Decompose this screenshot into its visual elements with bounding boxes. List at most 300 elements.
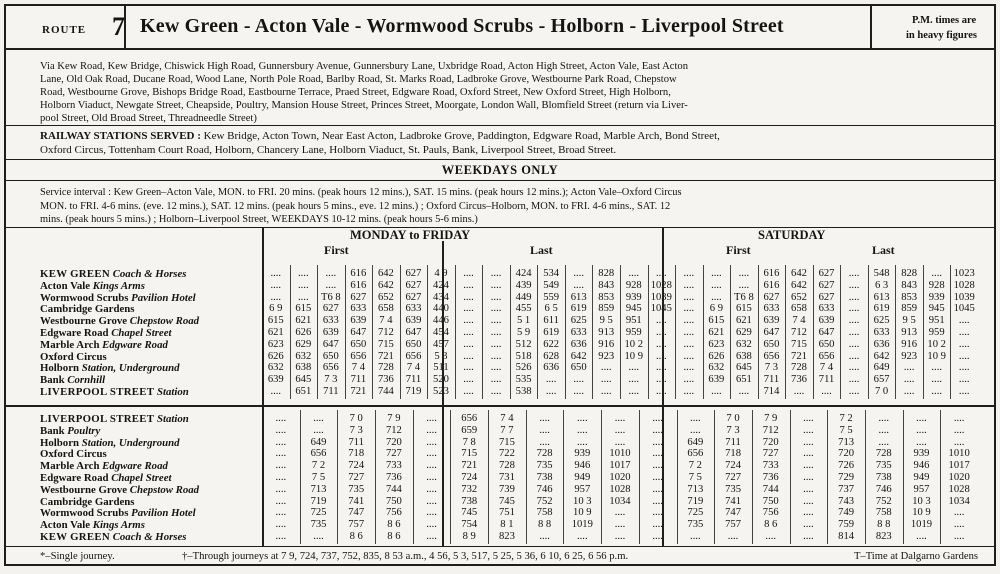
time-cell-in: 8 8: [537, 519, 552, 531]
time-cell-out: 744: [377, 386, 394, 397]
column-rule: [923, 265, 924, 399]
time-cell-in: 823: [875, 531, 892, 542]
time-cell-out: 4 9: [434, 268, 448, 279]
time-cell-out: ....: [490, 327, 502, 338]
railway-line2: Oxford Circus, Tottenham Court Road, Holborn, Chancery Lane, Holborn Viaduct, St. Pauls, Bank, Liverpool Street, Broad Street.: [40, 143, 617, 156]
time-cell-in: 7 2: [839, 413, 853, 424]
time-cell-out: 548: [873, 268, 890, 279]
time-cell-out: 626: [267, 350, 284, 362]
time-cell-out: 721: [350, 386, 367, 397]
time-cell-out: ....: [711, 291, 722, 303]
time-cell-in: 725: [687, 507, 704, 519]
time-cell-in: ....: [878, 413, 890, 424]
time-cell-in: 756: [762, 507, 779, 519]
stop-in-6: [40, 484, 199, 496]
time-cell-in: 719: [687, 495, 704, 507]
time-cell-out: 859: [598, 303, 615, 315]
time-cell-in: 756: [385, 507, 402, 519]
time-cell-out: 424: [515, 268, 532, 279]
time-cell-out: 549: [543, 279, 560, 291]
time-cell-out: 446: [433, 315, 449, 327]
time-cell-out: 656: [763, 350, 780, 362]
time-cell-out: 627: [818, 268, 835, 279]
time-cell-out: ....: [848, 303, 860, 315]
route-label: ROUTE: [42, 24, 87, 36]
time-cell-in: 728: [875, 448, 892, 460]
time-cell-in: ....: [916, 436, 927, 448]
column-rule: [372, 265, 373, 399]
time-cell-out: 843: [598, 279, 615, 291]
time-cell-out: 828: [598, 268, 615, 279]
time-cell-out: 633: [763, 303, 780, 315]
via-line: pool Street, Old Broad Street, Threadneedle Street): [40, 113, 257, 124]
divider: [6, 546, 994, 547]
time-cell-out: 629: [295, 338, 312, 350]
stop-in-7: [40, 496, 134, 508]
time-cell-in: 727: [385, 448, 402, 460]
time-cell-out: ....: [463, 350, 474, 362]
dalgarno-note: T–Time at Dalgarno Gardens: [853, 551, 978, 562]
time-cell-in: 1034: [609, 495, 631, 507]
stop-in-10: [40, 531, 187, 543]
time-cell-out: 636: [873, 338, 890, 350]
column-rule: [840, 265, 841, 399]
time-cell-in: ....: [275, 424, 287, 436]
time-cell-out: 636: [570, 338, 587, 350]
time-cell-in: ....: [275, 531, 287, 542]
time-cell-out: ....: [656, 386, 667, 397]
stop-landmark: Kings Arms: [90, 279, 145, 292]
divider: [6, 159, 994, 160]
column-rule: [345, 265, 346, 399]
time-cell-out: 629: [735, 327, 752, 338]
time-cell-out: 639: [818, 315, 835, 327]
time-cell-in: 728: [498, 460, 515, 472]
time-cell-out: ....: [490, 350, 502, 362]
time-cell-in: 739: [498, 483, 515, 495]
time-cell-in: ....: [313, 424, 324, 436]
time-cell-out: 639: [708, 374, 725, 386]
time-cell-in: ....: [539, 413, 550, 424]
time-cell-out: 611: [543, 315, 559, 327]
stop-name: Edgware Road: [40, 327, 109, 339]
time-cell-in: ....: [275, 448, 287, 460]
time-cell-out: ....: [298, 268, 309, 279]
time-cell-in: 1017: [948, 460, 970, 472]
time-cell-out: 853: [901, 291, 918, 303]
time-cell-in: ....: [652, 460, 663, 472]
via-line: Lane, Old Oak Road, Ducane Road, Wood Lane, North Pole Road, Barlby Road, St. Marks Road, Ladbroke Grove, Westbourne Park Road, Chepstow: [40, 74, 677, 85]
stop-out-8: [40, 362, 180, 374]
railway-line1: Kew Bridge, Acton Town, Near East Acton, Ladbroke Grove, Paddington, Edgware Road, Marble Arch, Bond Street,: [203, 130, 720, 142]
time-cell-in: 656: [687, 448, 704, 460]
time-cell-out: 1023: [953, 268, 975, 279]
time-cell-out: 728: [377, 362, 394, 374]
time-cell-in: 715: [498, 436, 515, 448]
time-cell-out: ....: [931, 374, 942, 386]
time-cell-in: ....: [803, 413, 814, 424]
time-cell-in: 10 9: [912, 507, 931, 519]
time-cell-out: 628: [543, 350, 560, 362]
time-cell-in: 7 5: [311, 472, 326, 483]
time-cell-out: 526: [515, 362, 532, 374]
time-cell-in: 727: [348, 472, 365, 483]
last-heading-weekday: Last: [530, 243, 553, 257]
time-cell-out: 520: [433, 374, 449, 386]
time-cell-in: 736: [762, 472, 779, 483]
time-cell-out: 613: [873, 291, 890, 303]
time-cell-in: 749: [838, 507, 855, 519]
time-cell-in: 737: [838, 483, 855, 495]
time-cell-out: 645: [295, 374, 312, 386]
time-cell-in: ....: [803, 507, 814, 519]
time-cell-out: ....: [490, 268, 502, 279]
column-rule: [427, 265, 428, 399]
column-rule: [400, 265, 401, 399]
time-cell-in: ....: [275, 507, 287, 519]
time-cell-in: 823: [498, 531, 515, 542]
time-cell-out: ....: [628, 268, 640, 279]
interval-line: Service interval : Kew Green–Acton Vale, MON. to FRI. 20 mins. (peak hours 12 mins.), SAT. 15 mins. (peak hours 12 mins.); Acton Vale–Oxford Circus: [40, 187, 682, 198]
time-cell-in: 7 2: [688, 460, 702, 472]
time-cell-out: 613: [570, 291, 587, 303]
stop-in-8: [40, 507, 196, 519]
stop-out-5: [40, 327, 171, 339]
time-cell-in: ....: [577, 531, 588, 542]
time-cell-out: 959: [928, 327, 945, 338]
time-cell-out: 5 3: [434, 350, 448, 362]
time-cell-out: 10 2: [624, 338, 644, 350]
time-cell-in: 946: [913, 460, 930, 472]
route-via-description: [40, 60, 980, 125]
route-title: Kew Green - Acton Vale - Wormwood Scrubs - Holborn - Liverpool Street: [140, 15, 784, 37]
time-cell-out: ....: [738, 279, 750, 291]
stop-out-2: [40, 292, 196, 304]
time-cell-in: 726: [838, 460, 855, 472]
stop-out-7: [40, 351, 107, 363]
stop-landmark: Cornhill: [64, 374, 106, 387]
time-cell-out: 923: [901, 350, 918, 362]
time-cell-in: 724: [725, 460, 741, 472]
time-cell-out: ....: [931, 362, 942, 374]
time-cell-in: 656: [461, 413, 478, 424]
time-cell-in: ....: [652, 472, 663, 483]
time-cell-in: ....: [426, 495, 437, 507]
time-cell-out: ....: [683, 315, 695, 327]
time-cell-out: 623: [267, 338, 284, 350]
railway-label: RAILWAY STATIONS SERVED :: [40, 130, 201, 142]
time-cell-in: ....: [426, 483, 437, 495]
time-cell-out: ....: [848, 291, 860, 303]
stop-landmark: Chepstow Road: [127, 483, 200, 496]
time-cell-in: 7 9: [764, 413, 778, 424]
time-cell-out: ....: [600, 362, 612, 374]
time-cell-in: 713: [310, 483, 327, 495]
column-rule: [592, 265, 593, 399]
time-cell-in: 1020: [948, 472, 970, 483]
time-cell-out: 7 0: [874, 386, 889, 397]
time-cell-out: 652: [377, 291, 394, 303]
time-cell-out: 7 4: [351, 362, 365, 374]
time-cell-out: ....: [711, 279, 722, 291]
time-cell-out: 939: [928, 291, 945, 303]
time-cell-in: 738: [875, 472, 892, 483]
stop-landmark: Station, Underground: [79, 436, 180, 449]
time-cell-in: ....: [953, 424, 965, 436]
stop-out-6: [40, 339, 168, 351]
time-cell-in: 711: [348, 436, 364, 448]
time-cell-out: 656: [322, 362, 339, 374]
time-cell-out: 627: [763, 291, 780, 303]
time-cell-out: 633: [322, 315, 339, 327]
time-cell-in: ....: [539, 424, 550, 436]
time-cell-out: 424: [433, 279, 449, 291]
time-cell-out: 658: [377, 303, 394, 315]
time-cell-out: ....: [958, 386, 970, 397]
stop-out-10: [40, 386, 189, 398]
time-cell-in: 7 5: [688, 472, 702, 483]
time-cell-out: 649: [873, 362, 890, 374]
time-cell-out: 621: [295, 315, 312, 327]
time-cell-out: 650: [570, 362, 587, 374]
stop-name: LIVERPOOL STREET: [40, 386, 155, 398]
saturday-heading: SATURDAY: [758, 228, 826, 242]
time-cell-in: 720: [385, 436, 402, 448]
stop-name: KEW GREEN: [40, 268, 110, 280]
column-rule: [639, 410, 640, 544]
time-cell-out: 632: [267, 362, 284, 374]
time-cell-out: ....: [463, 291, 474, 303]
time-cell-out: ....: [490, 338, 502, 350]
time-cell-out: ....: [848, 386, 860, 397]
time-cell-in: 758: [875, 507, 892, 519]
time-cell-out: ....: [628, 386, 640, 397]
stop-out-0: [40, 268, 187, 280]
time-cell-out: ....: [490, 315, 502, 327]
time-cell-out: ....: [683, 338, 695, 350]
stop-landmark: Chapel Street: [108, 472, 172, 484]
time-cell-out: 6 9: [269, 303, 283, 315]
column-rule: [895, 265, 896, 399]
time-cell-out: ....: [463, 327, 474, 338]
time-cell-in: 7 0: [349, 413, 363, 424]
time-cell-in: ....: [275, 460, 287, 472]
time-cell-in: 735: [725, 483, 741, 495]
time-cell-out: 616: [350, 279, 367, 291]
pm-note-line2: in heavy figures: [906, 30, 977, 41]
time-cell-out: ....: [738, 386, 750, 397]
column-rule: [337, 410, 338, 544]
stop-name: Marble Arch: [40, 338, 100, 351]
time-cell-in: ....: [614, 531, 626, 542]
time-cell-out: 928: [928, 279, 945, 291]
time-cell-in: ....: [652, 436, 663, 448]
time-cell-out: 619: [543, 327, 560, 338]
time-cell-out: ....: [270, 386, 282, 397]
time-cell-in: ....: [765, 531, 777, 542]
time-cell-in: ....: [577, 424, 588, 436]
time-cell-out: ....: [490, 303, 502, 315]
time-cell-in: ....: [803, 436, 814, 448]
time-cell-in: 1034: [948, 495, 970, 507]
time-cell-out: 615: [295, 303, 312, 315]
time-cell-out: 6 5: [544, 303, 558, 315]
column-rule: [677, 410, 678, 544]
time-cell-in: ....: [803, 483, 814, 495]
stop-name: Wormwood Scrubs: [40, 291, 129, 304]
time-cell-out: ....: [958, 374, 970, 386]
time-cell-out: 639: [763, 315, 780, 327]
time-cell-out: 642: [791, 279, 807, 291]
time-cell-out: ....: [903, 386, 915, 397]
time-cell-out: 535: [515, 374, 532, 386]
time-cell-out: ....: [600, 374, 612, 386]
time-cell-out: 621: [267, 327, 284, 338]
time-cell-out: 853: [598, 291, 615, 303]
stop-name: Bank: [40, 424, 65, 437]
stop-landmark: Chepstow Road: [127, 315, 200, 328]
time-cell-out: 1045: [650, 303, 672, 315]
time-cell-out: ....: [656, 327, 667, 338]
time-cell-out: ....: [298, 291, 309, 303]
time-cell-out: 627: [322, 303, 339, 315]
time-cell-out: ....: [903, 374, 915, 386]
time-cell-in: ....: [916, 531, 927, 542]
time-cell-in: 7 9: [387, 413, 401, 424]
column-rule: [730, 265, 731, 399]
time-cell-out: ....: [656, 362, 667, 374]
time-cell-in: ....: [614, 507, 626, 519]
time-cell-out: ....: [656, 268, 667, 279]
time-cell-out: ....: [683, 291, 695, 303]
time-cell-out: ....: [848, 327, 860, 338]
time-cell-out: ....: [848, 338, 860, 350]
column-rule: [300, 410, 301, 544]
column-rule: [827, 410, 828, 544]
time-cell-out: 439: [515, 279, 532, 291]
time-cell-in: 754: [461, 519, 478, 531]
via-line: Via Kew Road, Kew Bridge, Chiswick High Road, Gunnersbury Avenue, Gunnersbury Lane, Uxbridge Road, Acton High Street, Acton Vale, East Acton: [40, 61, 689, 72]
time-cell-out: ....: [848, 350, 860, 362]
stop-landmark: Kings Arms: [90, 519, 145, 532]
time-cell-out: ....: [573, 386, 584, 397]
time-cell-out: 639: [350, 315, 367, 327]
time-cell-out: 10 2: [927, 338, 946, 350]
time-cell-in: ....: [426, 507, 437, 519]
time-cell-out: ....: [848, 315, 860, 327]
time-cell-out: 626: [708, 350, 725, 362]
time-cell-in: 1028: [609, 483, 631, 495]
stop-out-4: [40, 315, 199, 327]
section-rule: [442, 241, 444, 546]
pm-note-box: [870, 6, 994, 48]
time-cell-in: 711: [725, 436, 741, 448]
time-cell-out: 621: [735, 315, 752, 327]
time-cell-in: 939: [913, 448, 930, 460]
time-cell-out: 650: [322, 350, 339, 362]
time-cell-out: 7 4: [406, 362, 421, 374]
time-cell-out: ....: [683, 362, 695, 374]
time-cell-out: ....: [931, 268, 942, 279]
time-cell-in: 8 6: [349, 531, 363, 542]
time-cell-out: 711: [763, 374, 780, 386]
stop-name: Bank: [40, 374, 65, 387]
time-cell-in: 718: [725, 448, 741, 460]
section-rule: [662, 228, 664, 546]
time-cell-in: ....: [803, 531, 814, 542]
time-cell-in: 741: [348, 495, 365, 507]
time-cell-out: 6 9: [709, 303, 723, 315]
time-cell-out: 939: [625, 291, 642, 303]
stop-landmark: Station, Underground: [79, 362, 180, 375]
time-cell-in: 743: [838, 495, 855, 507]
time-cell-out: ....: [958, 362, 970, 374]
stop-name: Acton Vale: [40, 279, 91, 292]
single-journey-note: *–Single journey.: [40, 551, 115, 562]
time-cell-in: ....: [275, 413, 287, 424]
time-cell-in: 946: [574, 460, 591, 472]
time-cell-out: 712: [791, 327, 807, 338]
time-cell-in: ....: [614, 519, 626, 531]
time-cell-in: ....: [426, 413, 437, 424]
column-rule: [450, 410, 451, 544]
time-cell-in: 757: [725, 519, 741, 531]
time-cell-in: 727: [725, 472, 741, 483]
time-cell-in: 738: [461, 495, 478, 507]
time-cell-in: 750: [762, 495, 779, 507]
time-cell-in: ....: [426, 519, 437, 531]
time-cell-in: 733: [762, 460, 779, 472]
time-cell-in: 722: [498, 448, 515, 460]
time-cell-out: ....: [903, 362, 915, 374]
time-cell-in: 752: [536, 495, 553, 507]
time-cell-out: ....: [573, 268, 584, 279]
time-cell-in: 732: [461, 483, 478, 495]
time-cell-in: 7 0: [726, 413, 740, 424]
column-rule: [868, 265, 869, 399]
time-cell-in: 731: [498, 472, 515, 483]
time-cell-in: 649: [687, 436, 704, 448]
time-cell-in: 8 6: [387, 519, 401, 531]
section-rule: [262, 228, 264, 546]
time-cell-out: 639: [322, 327, 339, 338]
time-cell-in: 745: [461, 507, 478, 519]
time-cell-in: 745: [498, 495, 515, 507]
time-cell-out: 828: [901, 268, 918, 279]
time-cell-out: 633: [570, 327, 587, 338]
time-cell-out: 615: [735, 303, 752, 315]
time-cell-in: ....: [803, 495, 814, 507]
time-cell-out: 559: [543, 291, 560, 303]
stop-landmark: Station: [154, 386, 189, 398]
column-rule: [813, 265, 814, 399]
time-cell-out: ....: [848, 362, 860, 374]
time-cell-out: 711: [350, 374, 367, 386]
time-cell-in: 718: [348, 448, 365, 460]
stop-in-5: [40, 472, 171, 484]
time-cell-in: ....: [916, 424, 927, 436]
time-cell-in: 735: [687, 519, 704, 531]
time-cell-in: ....: [652, 448, 663, 460]
stop-landmark: Coach & Horses: [110, 531, 187, 543]
through-journeys-note: †–Through journeys at 7 9, 724, 737, 752, 835, 8 53 a.m., 4 56, 5 3, 517, 5 25, 5 36, 6 10, 6 25, 6 56 p.m.: [182, 551, 629, 562]
time-cell-out: 625: [570, 315, 587, 327]
column-rule: [675, 265, 676, 399]
time-cell-out: 639: [405, 315, 422, 327]
time-cell-in: ....: [652, 495, 663, 507]
time-cell-out: 632: [735, 338, 752, 350]
time-cell-out: 619: [570, 303, 587, 315]
